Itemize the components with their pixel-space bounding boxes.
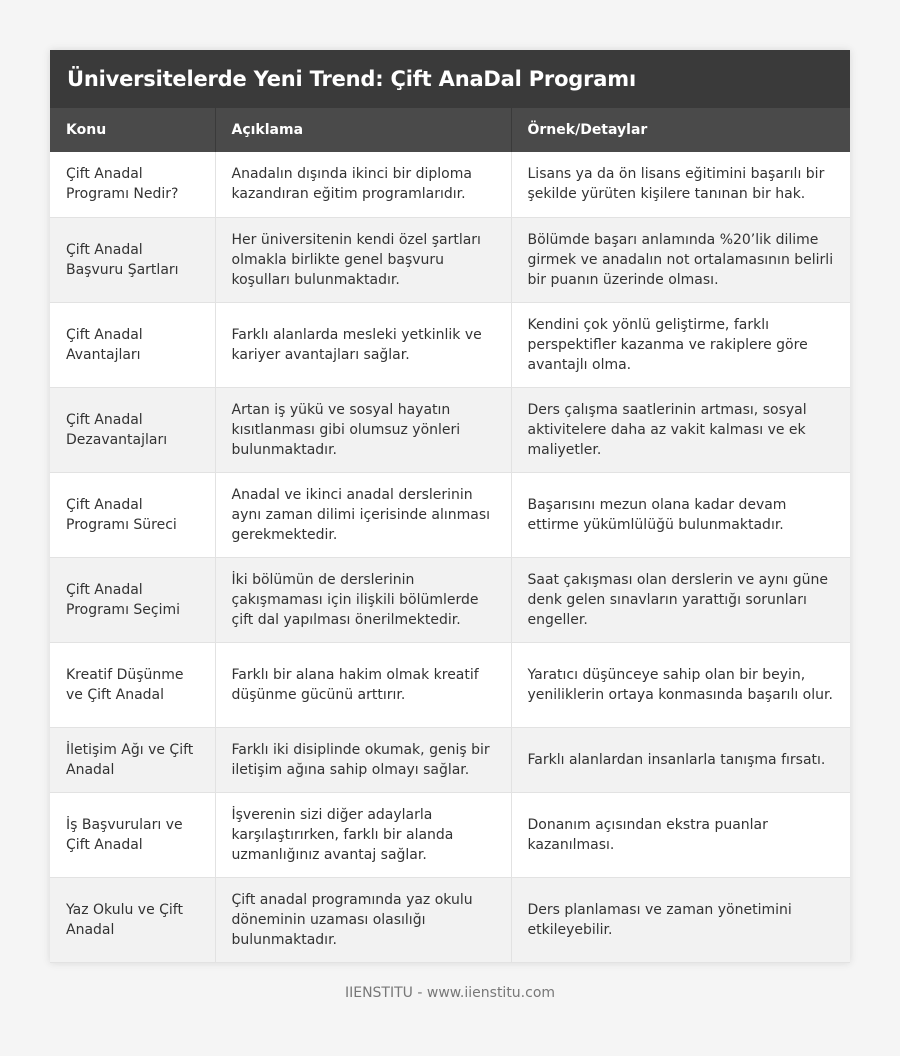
cell-ornek-detaylar: Başarısını mezun olana kadar devam ettirme yükümlülüğü bulunmaktadır.: [511, 472, 850, 557]
cell-konu: Çift Anadal Programı Nedir?: [50, 152, 215, 217]
page-title: Üniversitelerde Yeni Trend: Çift AnaDal Programı: [67, 67, 636, 91]
cell-konu: Çift Anadal Avantajları: [50, 302, 215, 387]
cell-konu: Çift Anadal Dezavantajları: [50, 387, 215, 472]
cell-ornek-detaylar: Farklı alanlardan insanlarla tanışma fırsatı.: [511, 727, 850, 792]
table-row: [50, 472, 850, 557]
table-card: [50, 50, 850, 963]
cell-ornek-detaylar: Ders çalışma saatlerinin artması, sosyal aktivitelere daha az vakit kalması ve ek maliyetler.: [511, 387, 850, 472]
info-table: [50, 108, 850, 963]
cell-ornek-detaylar: Yaratıcı düşünceye sahip olan bir beyin, yeniliklerin ortaya konmasında başarılı olur.: [511, 642, 850, 727]
cell-aciklama: Artan iş yükü ve sosyal hayatın kısıtlanması gibi olumsuz yönleri bulunmaktadır.: [215, 387, 511, 472]
footer-credit: IIENSTITU - www.iienstitu.com: [344, 985, 556, 1001]
table-row: [50, 217, 850, 302]
cell-aciklama: Anadal ve ikinci anadal derslerinin aynı zaman dilimi içerisinde alınması gerekmektedir.: [215, 472, 511, 557]
table-row: [50, 877, 850, 962]
cell-konu: İletişim Ağı ve Çift Anadal: [50, 727, 215, 792]
cell-aciklama: İşverenin sizi diğer adaylarla karşılaştırırken, farklı bir alanda uzmanlığınız avantaj sağlar.: [215, 792, 511, 877]
cell-ornek-detaylar: Lisans ya da ön lisans eğitimini başarılı bir şekilde yürüten kişilere tanınan bir hak.: [511, 152, 850, 217]
title-bar: [50, 50, 850, 108]
cell-konu: Çift Anadal Başvuru Şartları: [50, 217, 215, 302]
table-row: [50, 727, 850, 792]
table-header-row: [50, 108, 850, 152]
table-row: [50, 152, 850, 217]
column-header-ornek-detaylar: Örnek/Detaylar: [527, 122, 648, 138]
cell-aciklama: Anadalın dışında ikinci bir diploma kazandıran eğitim programlarıdır.: [215, 152, 511, 217]
cell-ornek-detaylar: Saat çakışması olan derslerin ve aynı güne denk gelen sınavların yarattığı sorunları engeller.: [511, 557, 850, 642]
column-header-konu: Konu: [50, 108, 215, 152]
table-row: [50, 557, 850, 642]
cell-konu: Çift Anadal Programı Süreci: [50, 472, 215, 557]
table-row: [50, 387, 850, 472]
table-row: [50, 302, 850, 387]
cell-ornek-detaylar: Donanım açısından ekstra puanlar kazanılması.: [511, 792, 850, 877]
cell-aciklama: Farklı alanlarda mesleki yetkinlik ve kariyer avantajları sağlar.: [215, 302, 511, 387]
cell-aciklama: İki bölümün de derslerinin çakışmaması için ilişkili bölümlerde çift dal yapılması önerilmektedir.: [215, 557, 511, 642]
cell-aciklama: Farklı bir alana hakim olmak kreatif düşünme gücünü arttırır.: [215, 642, 511, 727]
cell-ornek-detaylar: Bölümde başarı anlamında %20’lik dilime girmek ve anadalın not ortalamasının belirli bir puanın üzerinde olması.: [511, 217, 850, 302]
cell-konu: Kreatif Düşünme ve Çift Anadal: [50, 642, 215, 727]
cell-aciklama: Her üniversitenin kendi özel şartları olmakla birlikte genel başvuru koşulları bulunmaktadır.: [215, 217, 511, 302]
cell-aciklama: Çift anadal programında yaz okulu döneminin uzaması olasılığı bulunmaktadır.: [215, 877, 511, 962]
cell-konu: İş Başvuruları ve Çift Anadal: [50, 792, 215, 877]
column-header-aciklama: Açıklama: [215, 108, 511, 152]
cell-aciklama: Farklı iki disiplinde okumak, geniş bir iletişim ağına sahip olmayı sağlar.: [215, 727, 511, 792]
cell-ornek-detaylar: Kendini çok yönlü geliştirme, farklı perspektifler kazanma ve rakiplere göre avantajlı olma.: [511, 302, 850, 387]
table-row: [50, 642, 850, 727]
cell-konu: Yaz Okulu ve Çift Anadal: [50, 877, 215, 962]
cell-konu: Çift Anadal Programı Seçimi: [50, 557, 215, 642]
cell-ornek-detaylar: Ders planlaması ve zaman yönetimini etkileyebilir.: [511, 877, 850, 962]
table-row: [50, 792, 850, 877]
